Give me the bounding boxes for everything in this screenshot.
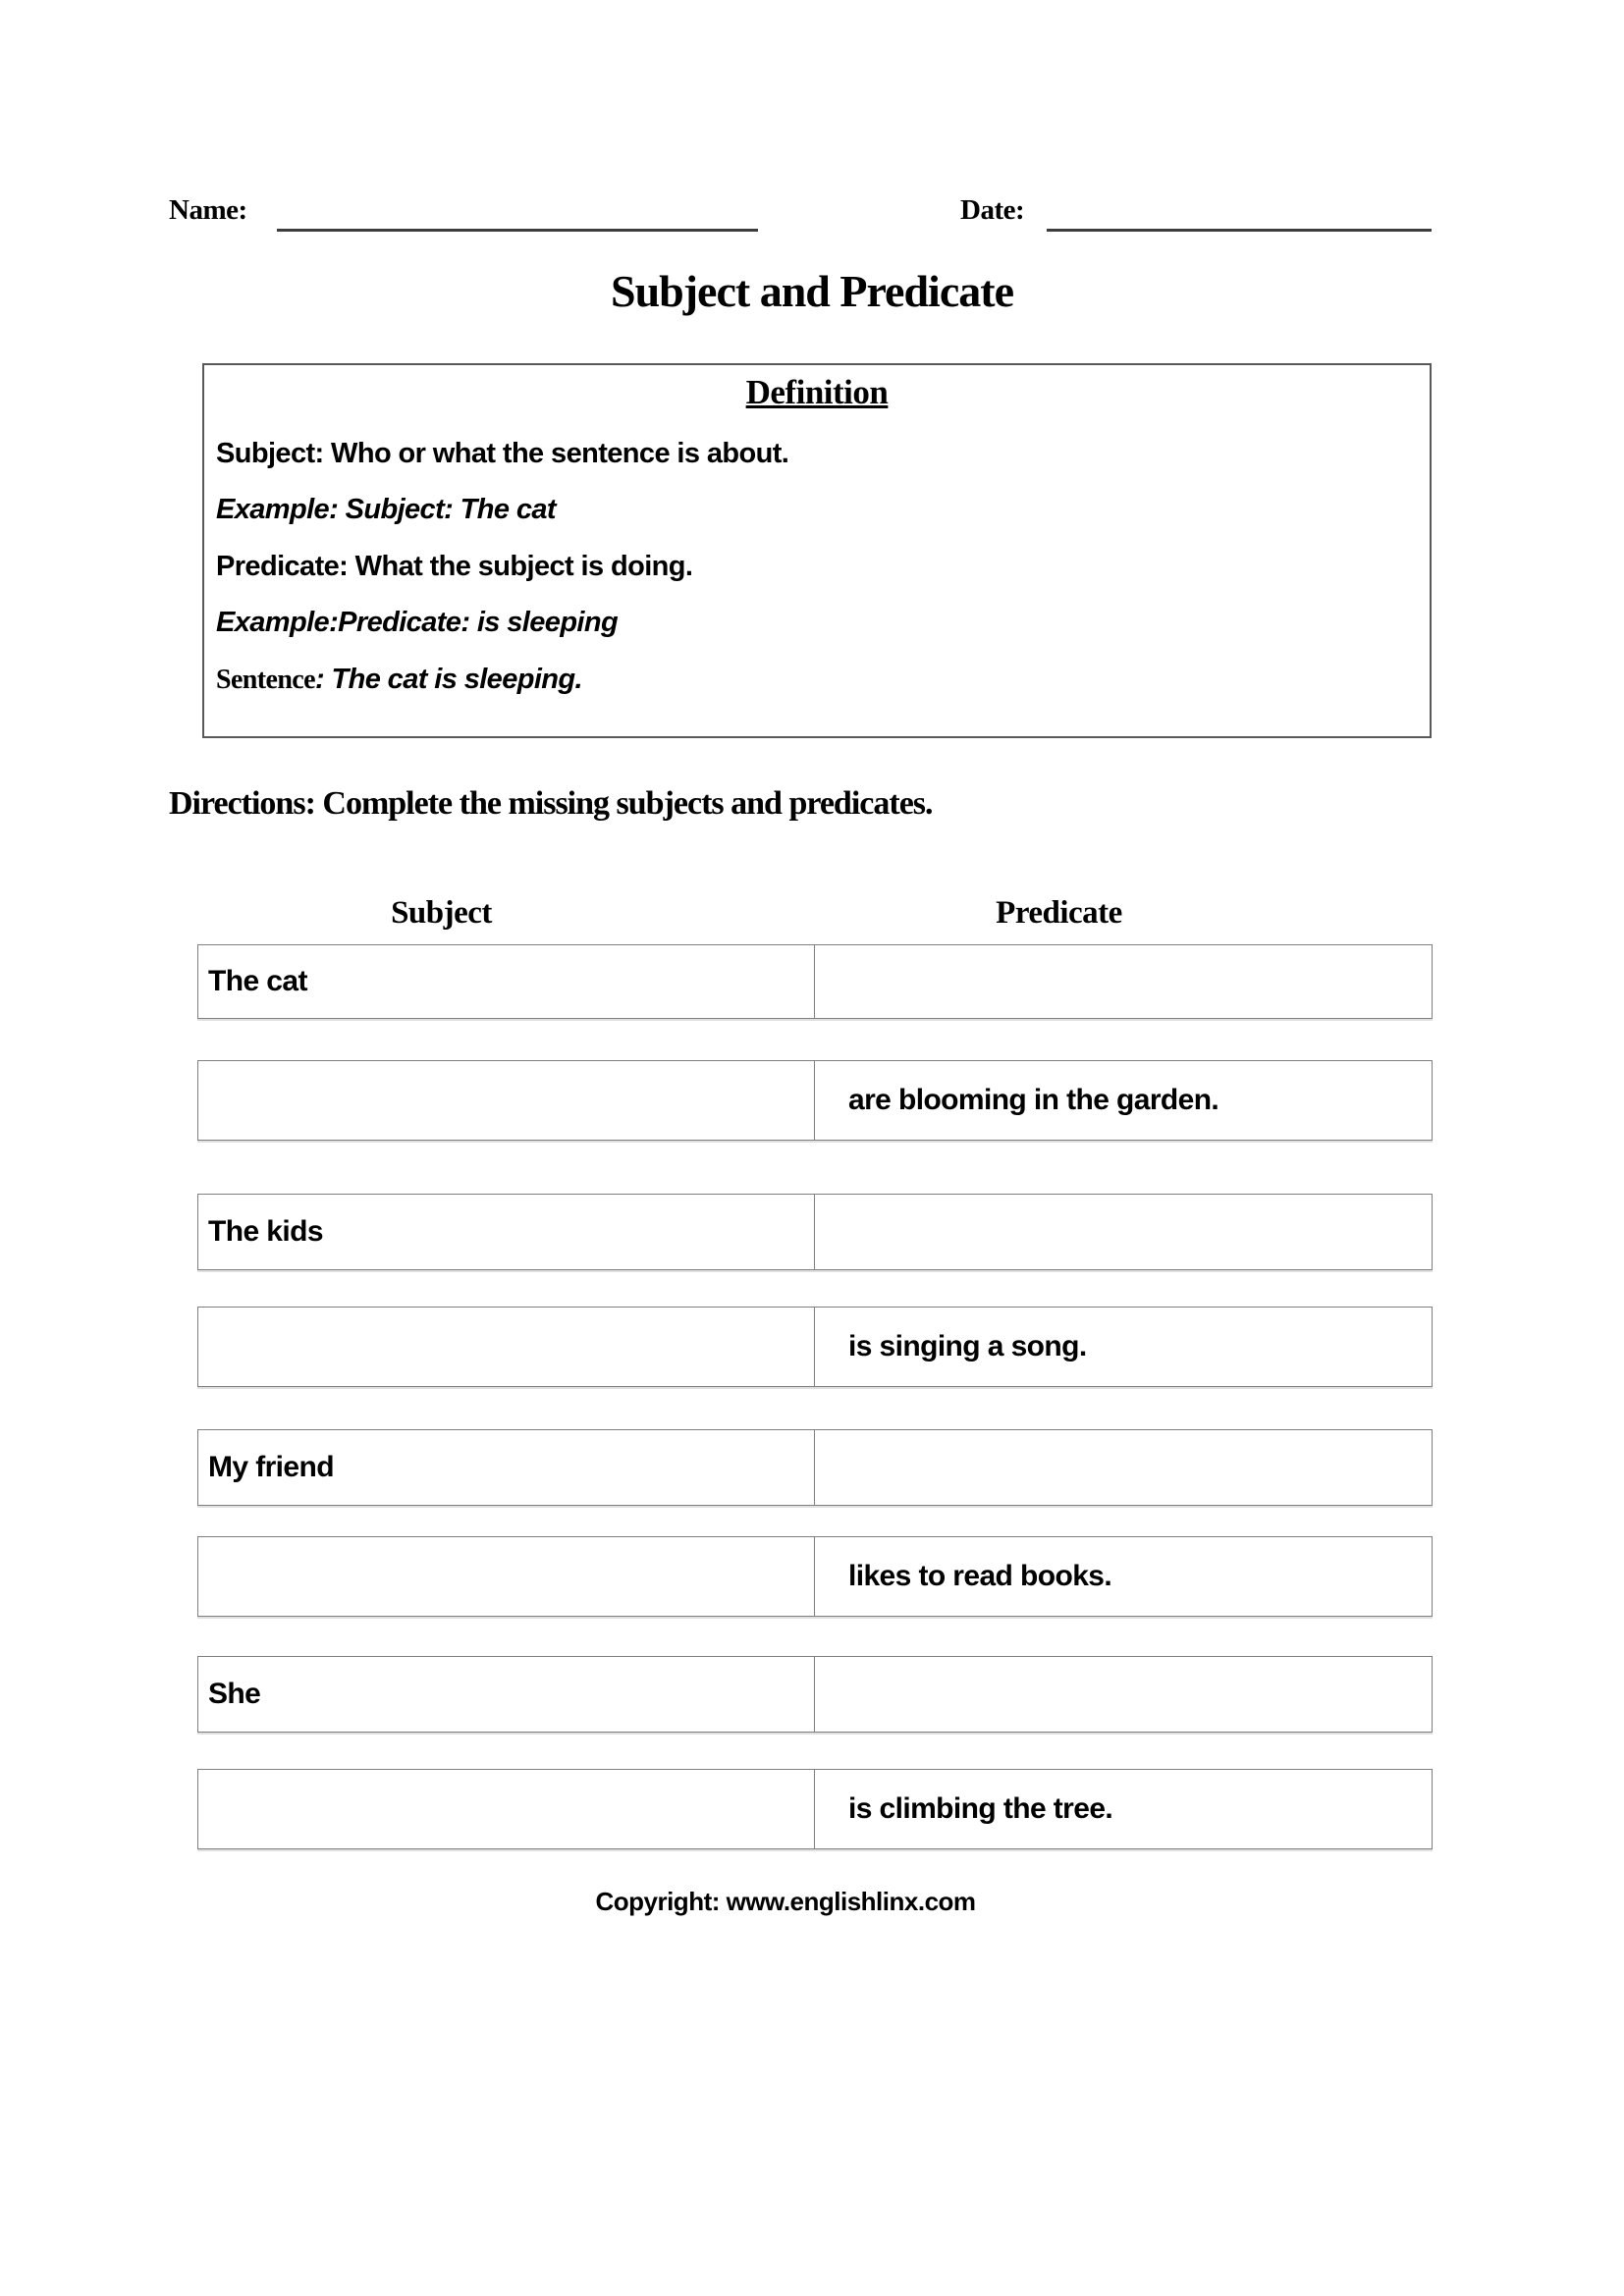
column-header-subject: Subject	[391, 895, 492, 931]
predicate-cell: likes to read books.	[848, 1560, 1112, 1592]
definition-line-example-predicate: Example:Predicate: is sleeping	[216, 607, 619, 639]
page-title: Subject and Predicate	[610, 266, 1013, 316]
definition-heading: Definition	[745, 373, 889, 411]
subject-cell-blank	[198, 1770, 815, 1848]
definition-line-subject: Subject: Who or what the sentence is about.	[216, 438, 789, 469]
name-blank-line	[277, 229, 758, 232]
definition-box	[202, 363, 1432, 738]
table-row	[197, 1060, 1433, 1141]
copyright-text: Copyright: www.englishlinx.com	[595, 1887, 976, 1916]
predicate-cell-blank	[815, 1657, 1432, 1732]
subject-cell-blank	[198, 1061, 815, 1140]
subject-cell-blank	[198, 1537, 815, 1616]
directions-text: Directions: Complete the missing subjects and predicates.	[169, 785, 933, 822]
name-label: Name:	[169, 194, 247, 226]
definition-line-example-subject: Example: Subject: The cat	[216, 494, 556, 526]
table-row	[197, 1536, 1433, 1617]
predicate-cell-blank	[815, 1430, 1432, 1505]
subject-cell: The cat	[198, 945, 815, 1018]
predicate-cell: are blooming in the garden.	[848, 1084, 1219, 1116]
table-row	[197, 1769, 1433, 1849]
definition-line-sentence	[216, 665, 1418, 694]
date-blank-line	[1047, 229, 1432, 232]
definition-line-predicate: Predicate: What the subject is doing.	[216, 550, 693, 582]
table-row	[197, 1307, 1433, 1387]
sentence-example-text: : The cat is sleeping.	[314, 663, 582, 695]
predicate-cell: is singing a song.	[848, 1330, 1087, 1362]
subject-cell-blank	[198, 1308, 815, 1386]
table-row	[197, 1429, 1433, 1506]
date-label: Date:	[960, 194, 1025, 226]
subject-cell: She	[198, 1657, 815, 1732]
predicate-cell-blank	[815, 945, 1432, 1018]
subject-cell: The kids	[198, 1195, 815, 1269]
table-column-headers	[197, 895, 1433, 932]
table-row	[197, 1656, 1433, 1733]
predicate-cell-blank	[815, 1195, 1432, 1269]
predicate-cell: is climbing the tree.	[848, 1792, 1113, 1825]
worksheet-table	[197, 944, 1433, 1849]
subject-cell: My friend	[198, 1430, 815, 1505]
table-row	[197, 1194, 1433, 1270]
sentence-label: Sentence	[216, 664, 315, 695]
column-header-predicate: Predicate	[996, 895, 1122, 931]
table-row	[197, 944, 1433, 1019]
